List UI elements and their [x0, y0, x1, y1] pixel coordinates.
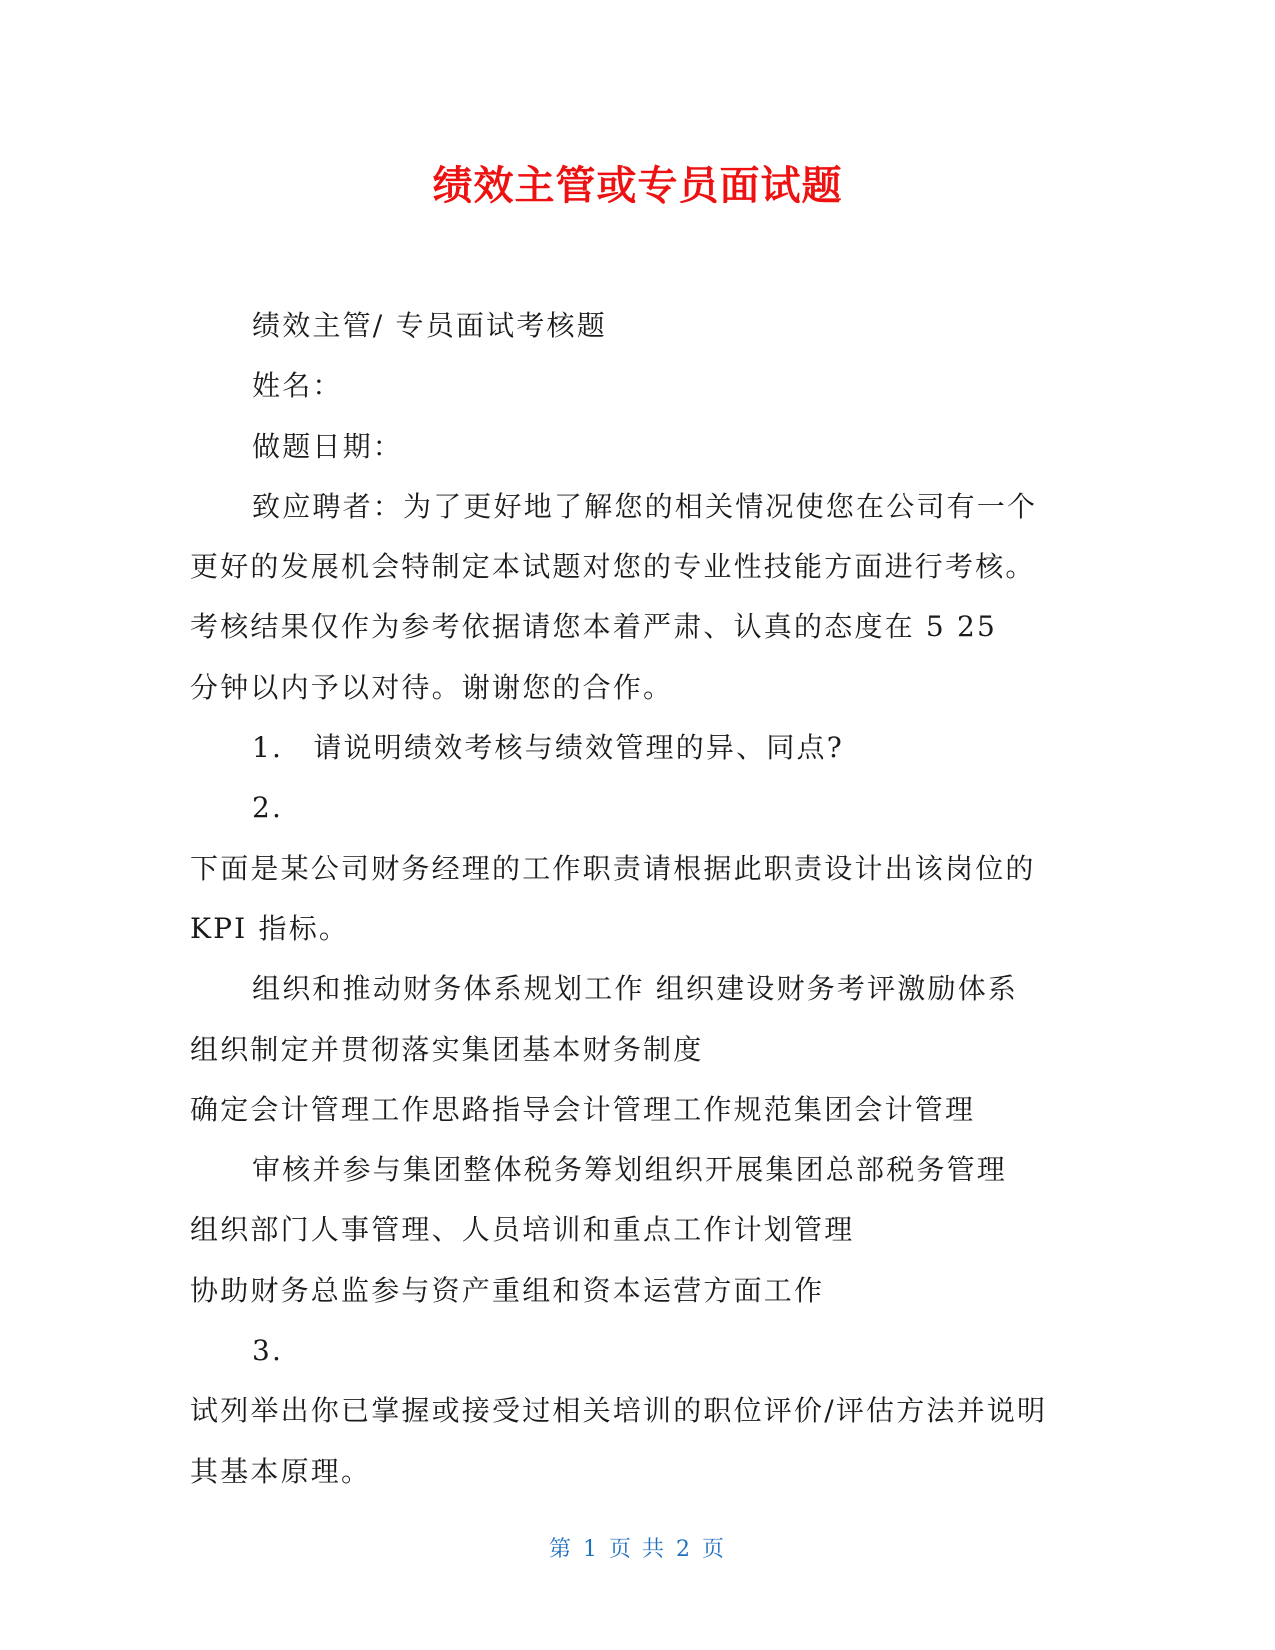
footer-current-page: 1	[583, 1537, 599, 1562]
question-2-text: 下面是某公司财务经理的工作职责请根据此职责设计出该岗位的	[190, 851, 1036, 885]
duty-line: 组织和推动财务体系规划工作 组织建设财务考评激励体系	[252, 972, 1019, 1006]
subtitle-line: 绩效主管/ 专员面试考核题	[252, 309, 607, 342]
question-2-text: KPI 指标。	[190, 911, 350, 945]
intro-paragraph-line: 更好的发展机会特制定本试题对您的专业性技能方面进行考核。	[190, 550, 1036, 584]
duty-line: 组织部门人事管理、人员培训和重点工作计划管理	[190, 1213, 855, 1247]
document-title: 绩效主管或专员面试题	[432, 163, 843, 209]
duty-line: 审核并参与集团整体税务筹划组织开展集团总部税务管理	[252, 1153, 1008, 1187]
question-2-number: 2.	[252, 791, 284, 825]
question-3-text: 试列举出你已掌握或接受过相关培训的职位评价/评估方法并说明	[190, 1394, 1048, 1428]
footer-middle: 页 共	[609, 1537, 666, 1562]
duty-line: 组织制定并贯彻落实集团基本财务制度	[190, 1032, 704, 1066]
intro-paragraph-line: 致应聘者：为了更好地了解您的相关情况使您在公司有一个	[252, 489, 1038, 523]
question-3-text: 其基本原理。	[190, 1454, 372, 1488]
intro-paragraph-line: 考核结果仅作为参考依据请您本着严肃、认真的态度在 5 25	[190, 610, 998, 644]
duty-line: 确定会计管理工作思路指导会计管理工作规范集团会计管理	[190, 1092, 976, 1126]
duty-line: 协助财务总监参与资产重组和资本运营方面工作	[190, 1273, 825, 1307]
name-field-label: 姓名：	[252, 369, 343, 403]
date-field-label: 做题日期：	[252, 429, 404, 463]
footer-total-pages: 2	[676, 1537, 692, 1562]
footer-prefix: 第	[548, 1537, 573, 1562]
question-1: 1. 请说明绩效考核与绩效管理的异、同点?	[252, 731, 844, 765]
document-body	[190, 296, 1090, 1502]
intro-paragraph-line: 分钟以内予以对待。谢谢您的合作。	[190, 670, 674, 704]
question-3-number: 3.	[252, 1334, 284, 1368]
footer-suffix: 页	[702, 1537, 727, 1562]
page-footer	[0, 1535, 1275, 1565]
